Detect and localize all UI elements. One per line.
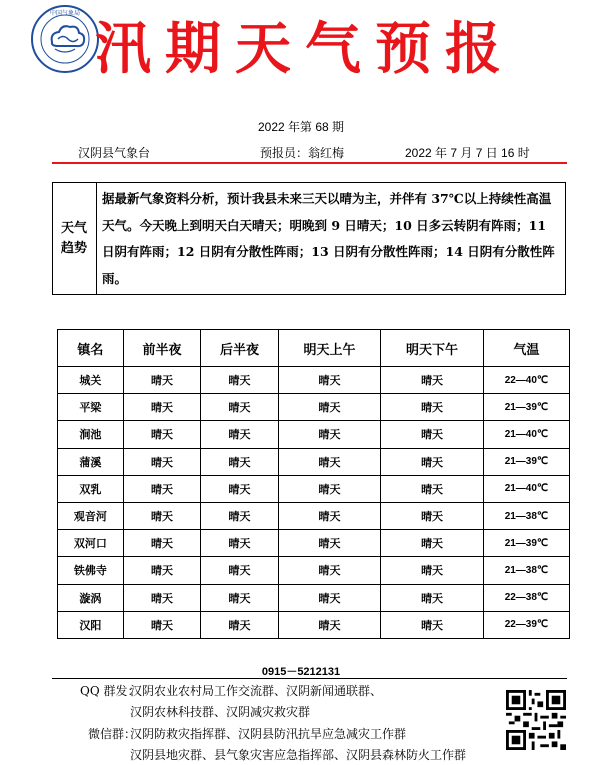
weather-cell: 晴天 [123, 394, 200, 421]
qr-code-icon [506, 690, 566, 750]
town-cell: 涧池 [58, 421, 124, 448]
weather-cell: 晴天 [381, 502, 484, 529]
weather-cell: 晴天 [278, 611, 381, 638]
forecast-table [57, 329, 570, 639]
temperature-cell: 21—38℃ [483, 557, 569, 584]
page-title: 汛期天气预报 [95, 16, 515, 82]
header-divider [52, 162, 567, 164]
col-header-tomorrow-morning: 明天上午 [278, 330, 381, 367]
temperature-cell: 22—39℃ [483, 611, 569, 638]
contact-phone: 0915－5212131 [261, 666, 341, 678]
weather-cell: 晴天 [201, 448, 278, 475]
table-row [58, 367, 570, 394]
town-cell: 城关 [58, 367, 124, 394]
weather-cell: 晴天 [201, 367, 278, 394]
temperature-cell: 22—38℃ [483, 584, 569, 611]
weather-cell: 晴天 [123, 530, 200, 557]
weather-cell: 晴天 [123, 584, 200, 611]
weather-cell: 晴天 [201, 584, 278, 611]
weather-cell: 晴天 [123, 367, 200, 394]
temperature-cell: 21—39℃ [483, 530, 569, 557]
table-row [58, 530, 570, 557]
weather-cell: 晴天 [381, 367, 484, 394]
town-cell: 铁佛寺 [58, 557, 124, 584]
weather-cell: 晴天 [381, 475, 484, 502]
town-cell: 蒲溪 [58, 448, 124, 475]
weather-cell: 晴天 [278, 475, 381, 502]
weather-cell: 晴天 [123, 475, 200, 502]
weather-cell: 晴天 [381, 611, 484, 638]
weather-cell: 晴天 [278, 530, 381, 557]
weather-cell: 晴天 [381, 584, 484, 611]
weather-cell: 晴天 [123, 557, 200, 584]
weather-cell: 晴天 [201, 394, 278, 421]
weather-cell: 晴天 [123, 502, 200, 529]
wechat-groups-line: 汉阴防救灾指挥群、汉阴县防汛抗旱应急减灾工作群 [130, 727, 407, 741]
weather-cell: 晴天 [278, 502, 381, 529]
town-cell: 漩涡 [58, 584, 124, 611]
trend-label: 天气趋势 [60, 220, 87, 256]
temperature-cell: 21—39℃ [483, 448, 569, 475]
forecaster-name: 预报员：翁红梅 [260, 146, 345, 160]
table-row [58, 611, 570, 638]
wechat-groups-label: 微信群： [88, 727, 137, 741]
table-row [58, 421, 570, 448]
station-name: 汉阴县气象台 [78, 146, 151, 160]
trend-label-cell [52, 182, 97, 295]
issue-datetime: 2022 年 7 月 7 日 16 时 [405, 146, 530, 160]
weather-cell: 晴天 [201, 557, 278, 584]
weather-cell: 晴天 [381, 421, 484, 448]
temperature-cell: 22—40℃ [483, 367, 569, 394]
weather-cell: 晴天 [381, 394, 484, 421]
town-cell: 双河口 [58, 530, 124, 557]
trend-text: 据最新气象资料分析，预计我县未来三天以晴为主，并伴有 37℃以上持续性高温天气。今天晚上到明天白天晴天；明晚到 9 日晴天；10 日多云转阴有阵雨；11 日阴有阵雨；12 日阴有分散性阵雨；13 日阴有分散性阵雨；14 日阴有分散性阵雨。 [102, 191, 555, 286]
weather-cell: 晴天 [278, 421, 381, 448]
temperature-cell: 21—39℃ [483, 394, 569, 421]
weather-cell: 晴天 [201, 421, 278, 448]
weather-cell: 晴天 [381, 530, 484, 557]
weather-cell: 晴天 [201, 475, 278, 502]
logo-text: 中国气象局 [49, 10, 81, 17]
table-row [58, 475, 570, 502]
table-header-row [58, 330, 570, 367]
qq-groups-label: QQ 群发： [80, 684, 140, 698]
wechat-groups-line: 汉阴县地灾群、县气象灾害应急指挥部、汉阴县森林防火工作群 [130, 748, 467, 762]
weather-cell: 晴天 [123, 421, 200, 448]
qq-groups-line: 汉阴农业农村局工作交流群、汉阴新闻通联群、 [130, 684, 383, 698]
col-header-tomorrow-afternoon: 明天下午 [381, 330, 484, 367]
table-row [58, 584, 570, 611]
col-header-town: 镇名 [58, 330, 124, 367]
footer-divider [52, 678, 567, 679]
weather-cell: 晴天 [278, 448, 381, 475]
town-cell: 汉阳 [58, 611, 124, 638]
town-cell: 观音河 [58, 502, 124, 529]
col-header-temperature: 气温 [483, 330, 569, 367]
table-row [58, 557, 570, 584]
weather-cell: 晴天 [278, 394, 381, 421]
temperature-cell: 21—38℃ [483, 502, 569, 529]
town-cell: 双乳 [58, 475, 124, 502]
table-row [58, 448, 570, 475]
temperature-cell: 21—40℃ [483, 475, 569, 502]
col-header-second-half-night: 后半夜 [201, 330, 278, 367]
weather-cell: 晴天 [278, 557, 381, 584]
weather-cell: 晴天 [381, 448, 484, 475]
weather-cell: 晴天 [278, 584, 381, 611]
weather-cell: 晴天 [278, 367, 381, 394]
temperature-cell: 21—40℃ [483, 421, 569, 448]
table-row [58, 394, 570, 421]
weather-cell: 晴天 [123, 448, 200, 475]
table-row [58, 502, 570, 529]
cma-logo-icon [30, 4, 100, 74]
qq-groups-line: 汉阴农林科技群、汉阴减灾救灾群 [130, 705, 311, 719]
issue-number: 2022 年第 68 期 [257, 120, 345, 134]
weather-cell: 晴天 [201, 502, 278, 529]
town-cell: 平梁 [58, 394, 124, 421]
weather-cell: 晴天 [201, 611, 278, 638]
col-header-first-half-night: 前半夜 [123, 330, 200, 367]
weather-cell: 晴天 [201, 530, 278, 557]
weather-cell: 晴天 [381, 557, 484, 584]
weather-cell: 晴天 [123, 611, 200, 638]
